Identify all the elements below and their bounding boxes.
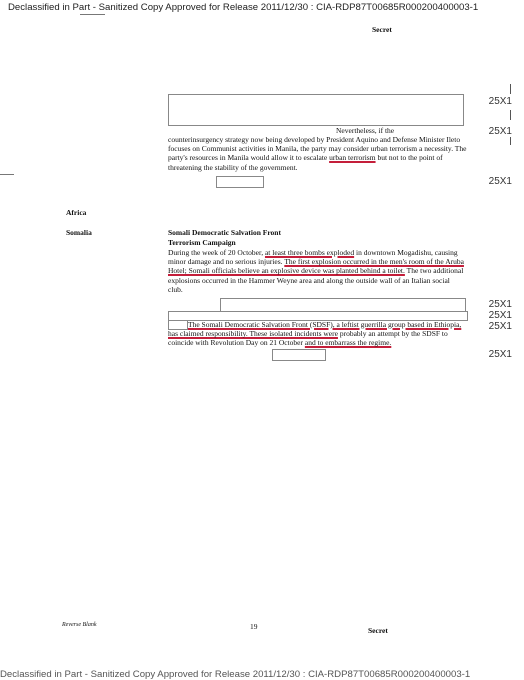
somalia-paragraph-1: During the week of 20 October, at least three bombs exploded in downtown Mogadishu, causing minor damage and no serious injuries. The first explosion occurred in the men's room of the Aruba Hotel; Somali officials believe an explosive device was planted behind a toilet. The two additional explosions occurred in the Hammer Weyne area and along the outside wall of an Italian social club. [168, 248, 464, 294]
redaction-box [168, 94, 464, 126]
exemption-code: 25X1 [488, 96, 512, 107]
exemption-code: 25X1 [488, 310, 512, 321]
redaction-box [272, 349, 326, 361]
tick-mark [510, 84, 511, 94]
tick-mark [510, 110, 511, 120]
exemption-code: 25X1 [488, 349, 512, 360]
exemption-code: 25X1 [488, 321, 512, 332]
scan-mark [80, 14, 105, 15]
somalia-paragraph-2: The Somali Democratic Salvation Front (SDSF), a leftist guerrilla group based in Ethiopia, has claimed responsibility. These isolated incidents were probably an attempt by the SDSF to coincide with Revolution Day on 21 October and to embarrass the regime. [168, 320, 462, 348]
release-footer: Declassified in Part - Sanitized Copy Approved for Release 2011/12/30 : CIA-RDP87T00685R000200400003-1 [0, 669, 471, 680]
article-title: Somali Democratic Salvation Front [168, 228, 281, 237]
redaction-box [216, 176, 264, 188]
exemption-code: 25X1 [488, 176, 512, 187]
philippines-lead: Nevertheless, if the [336, 126, 395, 135]
exemption-code: 25X1 [488, 299, 512, 310]
page-number: 19 [250, 622, 258, 631]
classification-bottom: Secret [368, 626, 388, 635]
philippines-paragraph: counterinsurgency strategy now being developed by President Aquino and Defense Minister Ileto focuses on Communist activities in Manila, the party may consider urban terrorism a necessity. The party's resources in Manila would allow it to escalate urban terrorism but not to the point of threatening the stability of the government. [168, 135, 467, 172]
country-heading: Somalia [66, 228, 92, 237]
tick-mark [510, 137, 511, 145]
region-heading: Africa [66, 208, 87, 217]
article-subtitle: Terrorism Campaign [168, 238, 236, 247]
redaction-box [220, 298, 466, 312]
reverse-blank-note: Reverse Blank [62, 622, 97, 628]
release-header: Declassified in Part - Sanitized Copy Approved for Release 2011/12/30 : CIA-RDP87T00685R000200400003-1 [8, 2, 479, 13]
scan-mark [0, 174, 14, 175]
classification-top: Secret [372, 25, 392, 34]
exemption-code: 25X1 [488, 126, 512, 137]
